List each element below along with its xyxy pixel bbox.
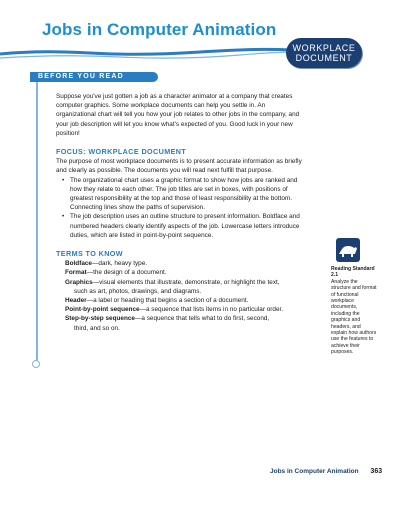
term-definition: —visual elements that illustrate, demonstrate, or highlight the text, — [92, 278, 280, 286]
term-word: Format — [65, 269, 87, 277]
term-item — [56, 268, 304, 277]
badge-line-2: DOCUMENT — [295, 53, 353, 63]
before-you-read-text: Suppose you've just gotten a job as a character animator at a company that creates computer graphics. Some workplace documents can help you settle in. An organizational chart will tell you how your job relates to other jobs in the company, and your job description will let you know what's expected of you. Good luck in your new position! — [56, 93, 300, 137]
terms-heading: TERMS TO KNOW — [56, 249, 123, 259]
term-item — [56, 305, 304, 314]
focus-bullet-1: • The organizational chart uses a graphic format to show how jobs are ranked and how they relate to each other. The job titles are set in boxes, with positions of greatest responsibility at the top and those of least responsibility at the bottom. Connecting lines show the paths of supervision. — [56, 176, 304, 213]
focus-heading: FOCUS: WORKPLACE DOCUMENT — [56, 147, 187, 157]
main-text — [56, 92, 304, 333]
term-definition: —a sequence that lists items in no particular order. — [139, 306, 284, 314]
page-number: 363 — [370, 468, 383, 475]
before-you-read-banner: BEFORE YOU READ — [30, 72, 158, 82]
standard-label: Reading Standard 2.1 — [331, 266, 375, 279]
badge-line-1: WORKPLACE — [292, 43, 356, 53]
standard-sidenote — [331, 266, 377, 356]
page-title: Jobs in Computer Animation — [42, 20, 277, 39]
term-word: Point-by-point sequence — [65, 306, 140, 314]
term-word: Step-by-step sequence — [65, 315, 135, 323]
running-head: Jobs in Computer Animation — [270, 468, 359, 475]
term-word: Boldface — [65, 260, 92, 268]
focus-intro: The purpose of most workplace documents is to present accurate information as briefly and clearly as possible. The documents you will read next fulfill that purpose. — [56, 158, 302, 175]
term-item — [56, 259, 304, 268]
terms-list — [56, 259, 304, 333]
margin-rule — [36, 82, 38, 362]
margin-rule-end-icon — [32, 360, 40, 368]
term-word: Graphics — [65, 278, 93, 286]
term-definition: —a sequence that tells what to do first, second, — [134, 315, 270, 323]
term-definition-cont: such as art, photos, drawings, and diagrams. — [74, 287, 202, 295]
bear-icon — [336, 238, 360, 262]
term-item — [56, 314, 304, 332]
standard-text: Analyze the structure and format of functional workplace documents, including the graphics and headers, and explain how authors use the features to achieve their purposes. — [331, 278, 377, 356]
focus-bullet-2: • The job description uses an outline structure to present information. Boldface and numbered headers clearly identify aspects of the job. Lowercase letters introduce duties, which are listed in point-by-point sequence. — [56, 212, 304, 240]
term-item — [56, 278, 304, 296]
term-definition: —the design of a document. — [86, 269, 167, 277]
focus-bullet-list — [56, 176, 304, 240]
workplace-document-badge — [286, 38, 362, 68]
term-item — [56, 296, 304, 305]
term-word: Header — [65, 297, 87, 305]
term-definition-cont: third, and so on. — [74, 324, 120, 332]
page-footer — [270, 468, 382, 475]
term-definition: —a label or heading that begins a section of a document. — [86, 297, 249, 305]
term-definition: —dark, heavy type. — [92, 260, 148, 268]
